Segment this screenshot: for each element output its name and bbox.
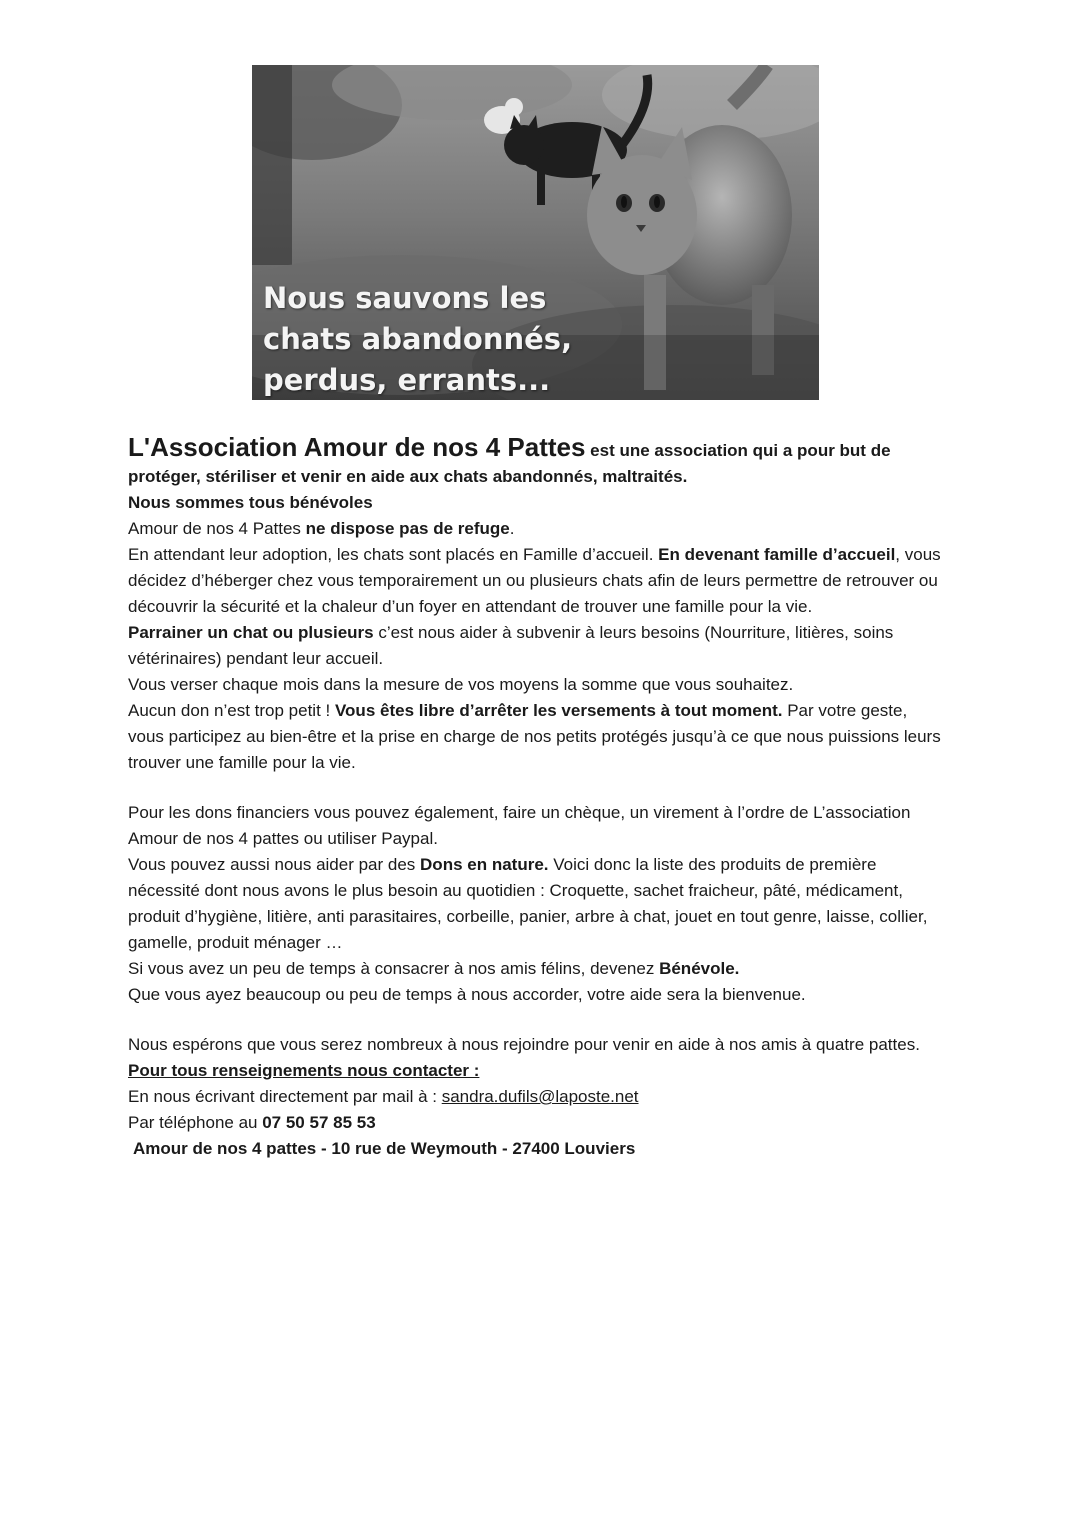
phone-prefix: Par téléphone au: [128, 1113, 263, 1132]
parrainer-paragraph: [128, 620, 943, 776]
association-title: L'Association Amour de nos 4 Pattes: [128, 432, 586, 462]
phone-number: 07 50 57 85 53: [262, 1113, 376, 1132]
famille-text-end: , vous décidez d’héberger chez vous temporairement un ou plusieurs chats afin de leurs permettre de retrouver ou découvrir la sécurité et la chaleur d’un foyer en attendant de trouver une famille pour la vie.: [128, 545, 941, 616]
hero-caption: [263, 278, 572, 400]
mail-prefix: En nous écrivant directement par mail à :: [128, 1087, 442, 1106]
parrainer-bold-2: Vous êtes libre d’arrêter les versements à tout moment.: [334, 701, 783, 720]
benevole-bold: Bénévole.: [659, 959, 740, 978]
refuge-end: .: [509, 519, 515, 538]
dons-financiers-paragraph: Pour les dons financiers vous pouvez également, faire un chèque, un virement à l’ordre de L’association Amour de nos 4 pattes ou utiliser Paypal.: [128, 803, 911, 848]
dons-nature-list: Voici donc la liste des produits de première nécessité dont nous avons le plus besoin au quotidien : Croquette, sachet fraicheur, pâté, médicament, produit d’hygiène, litière, anti parasitaires, corbeille, panier, arbre à chat, jouet en tout genre, laisse, collier, gamelle, produit ménager …: [128, 855, 928, 952]
hero-caption-line: perdus, errants...: [263, 363, 551, 397]
refuge-text: Amour de nos 4 Pattes: [128, 519, 306, 538]
contact-phone-line: [128, 1110, 943, 1136]
benevole-paragraph: [128, 956, 943, 1008]
contact-heading-text: Pour tous renseignements nous contacter :: [128, 1061, 480, 1080]
famille-text: En attendant leur adoption, les chats sont placés en Famille d’accueil.: [128, 545, 659, 564]
dons-nature-text: Vous pouvez aussi nous aider par des: [128, 855, 421, 874]
benevole-line-2: Que vous ayez beaucoup ou peu de temps à nous accorder, votre aide sera la bienvenue.: [128, 985, 806, 1004]
parrainer-line-1: [128, 620, 943, 672]
benevole-text: Si vous avez un peu de temps à consacrer à nos amis félins, devenez: [128, 959, 660, 978]
benevoles-heading: [128, 490, 943, 516]
hero-caption-line: chats abandonnés,: [263, 322, 573, 356]
document-body: [128, 430, 943, 1162]
contact-details: [128, 1084, 943, 1162]
parrainer-text-3: Aucun don n’est trop petit !: [128, 701, 335, 720]
parrainer-line-2: Vous verser chaque mois dans la mesure de vos moyens la somme que vous souhaitez.: [128, 675, 794, 694]
rejoindre-paragraph: Nous espérons que vous serez nombreux à nous rejoindre pour venir en aide à nos amis à quatre pattes.: [128, 1035, 920, 1054]
hero-photo: [252, 65, 819, 400]
benevole-line-1: [128, 956, 943, 982]
parrainer-line-3: [128, 698, 943, 776]
benevoles-heading-text: Nous sommes tous bénévoles: [128, 493, 373, 512]
parrainer-text: c’est nous aider à subvenir à leurs besoins (Nourriture, litières, soins vétérinaires) pendant leur accueil.: [128, 623, 894, 668]
intro-text: est une association qui a pour but de protéger, stériliser et venir en aide aux chats abandonnés, maltraités.: [128, 441, 891, 486]
contact-address: Amour de nos 4 pattes - 10 rue de Weymouth - 27400 Louviers: [133, 1139, 636, 1158]
refuge-paragraph: [128, 516, 943, 542]
famille-paragraph: [128, 542, 943, 620]
parrainer-bold: Parrainer un chat ou plusieurs: [128, 623, 374, 642]
dons-nature-bold: Dons en nature.: [420, 855, 549, 874]
dons-nature-paragraph: [128, 852, 943, 956]
parrainer-text-4: Par votre geste, vous participez au bien-être et la prise en charge de nos petits protégés jusqu’à ce que nous puissions leurs trouver une famille pour la vie.: [128, 701, 941, 772]
famille-bold: En devenant famille d’accueil: [658, 545, 896, 564]
intro-paragraph: [128, 430, 943, 490]
contact-mail-line: [128, 1084, 943, 1110]
hero-caption-line: Nous sauvons les: [263, 281, 547, 315]
email-link[interactable]: sandra.dufils@laposte.net: [441, 1087, 639, 1106]
contact-heading: [128, 1058, 943, 1084]
refuge-bold: ne dispose pas de refuge: [305, 519, 510, 538]
